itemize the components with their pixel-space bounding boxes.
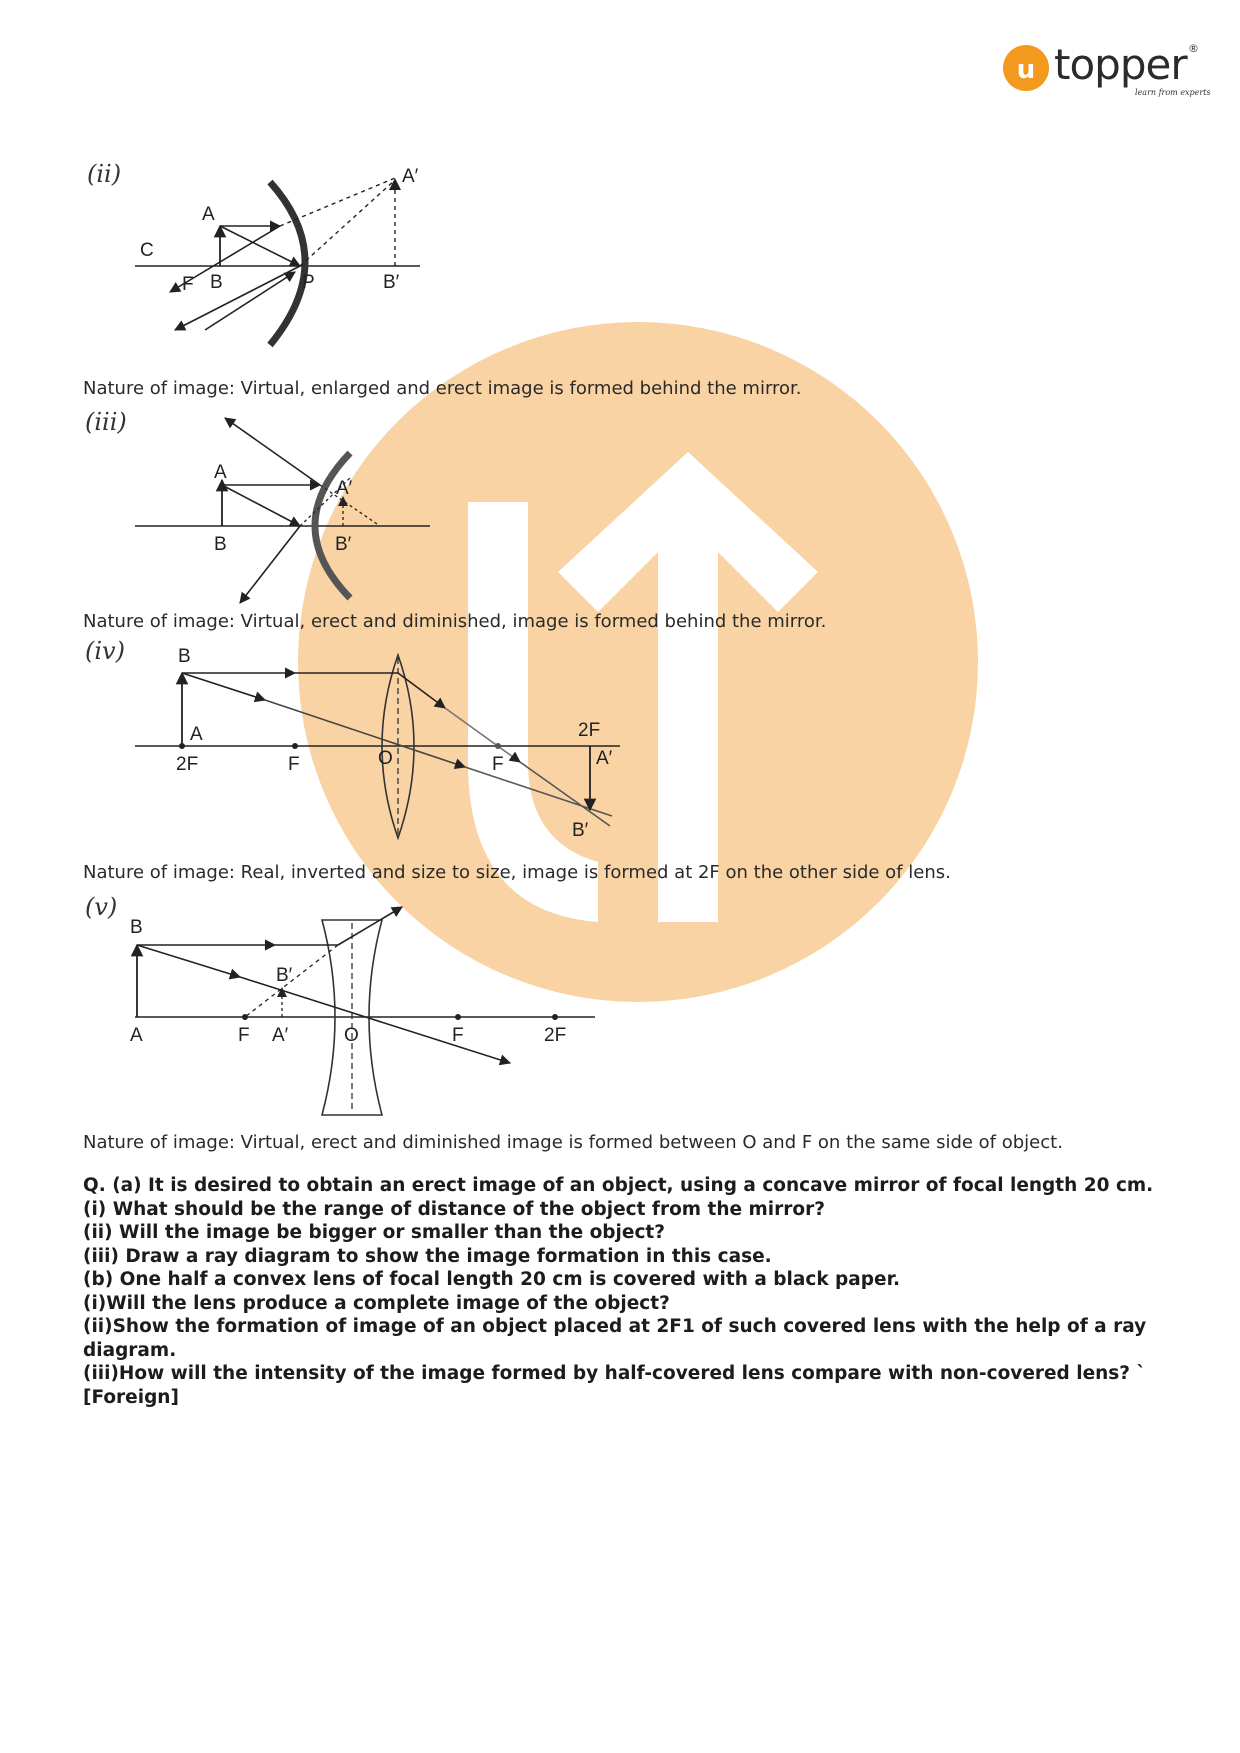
brand-name: topper: [1054, 40, 1187, 89]
question-line: (iii) Draw a ray diagram to show the image formation in this case.: [83, 1245, 772, 1267]
point-2f-v: 2F: [544, 1025, 567, 1046]
nature-iii: Nature of image: Virtual, erect and diminished, image is formed behind the mirror.: [83, 611, 827, 632]
question-line: [Foreign]: [83, 1386, 179, 1408]
point-c-ii: C: [140, 240, 154, 261]
point-b-iii: B: [214, 534, 227, 555]
point-o-v: O: [344, 1025, 359, 1046]
point-2f-left-iv: 2F: [176, 754, 199, 775]
diagram-ii-convex-mirror: [130, 160, 450, 370]
diagram-iii-convex-mirror: [130, 408, 450, 608]
question-line: (ii)Show the formation of image of an object placed at 2F1 of such covered lens with the help of a ray: [83, 1316, 1147, 1337]
question-line: (i)Will the lens produce a complete image of the object?: [83, 1292, 670, 1314]
question-block: [83, 1174, 1163, 1409]
question-line: (b) One half a convex lens of focal length 20 cm is covered with a black paper.: [83, 1269, 901, 1290]
point-b-img-iv: B′: [572, 820, 589, 841]
question-line: Q. (a) It is desired to obtain an erect image of an object, using a concave mirror of focal length 20 cm.: [83, 1175, 1154, 1196]
diagram-iii-label: (iii): [85, 408, 127, 436]
diagram-v-label: (v): [85, 893, 118, 921]
diagram-v-concave-lens: [130, 895, 610, 1125]
brand-tagline: learn from experts: [1135, 88, 1211, 97]
point-f-left-v: F: [238, 1025, 250, 1046]
point-o-iv: O: [378, 748, 393, 769]
question-line: diagram.: [83, 1339, 177, 1361]
nature-iv: Nature of image: Real, inverted and size to size, image is formed at 2F on the other side of lens.: [83, 862, 951, 883]
question-line: (i) What should be the range of distance of the object from the mirror?: [83, 1198, 825, 1220]
point-a-ii: A: [202, 204, 215, 225]
point-2f-right-iv: 2F: [578, 720, 601, 741]
point-f-right-iv: F: [492, 754, 504, 775]
diagram-ii-label: (ii): [87, 160, 122, 188]
point-a-iv: A: [190, 724, 203, 745]
point-a-img-v: A′: [272, 1025, 289, 1046]
diagram-iv-label: (iv): [85, 637, 125, 665]
diagram-iv-convex-lens: [130, 640, 650, 850]
nature-v: Nature of image: Virtual, erect and diminished image is formed between O and F on the same side of object.: [83, 1132, 1063, 1153]
nature-ii: Nature of image: Virtual, enlarged and erect image is formed behind the mirror.: [83, 378, 802, 399]
point-b-iv: B: [178, 646, 191, 667]
point-a-iii: A: [214, 462, 227, 483]
point-b-img-iii: B′: [335, 534, 352, 555]
point-a-img-ii: A′: [402, 166, 419, 187]
point-f-right-v: F: [452, 1025, 464, 1046]
point-f-left-iv: F: [288, 754, 300, 775]
registered-mark: ®: [1188, 42, 1199, 55]
point-a-img-iv: A′: [596, 748, 613, 769]
mirror-ii: [270, 182, 305, 345]
point-b-v: B: [130, 917, 143, 938]
point-a-v: A: [130, 1025, 143, 1046]
brand-logo: [1002, 40, 1211, 104]
point-b-img-v: B′: [276, 965, 293, 986]
question-line: (iii)How will the intensity of the image formed by half-covered lens compare with non-covered lens? `: [83, 1363, 1146, 1384]
point-a-img-iii: A′: [336, 478, 353, 499]
point-b-img-ii: B′: [383, 272, 400, 293]
brand-mark-letter: u: [1016, 55, 1036, 85]
point-b-ii: B: [210, 272, 223, 293]
point-f-ii: F: [182, 274, 194, 295]
point-p-ii: P: [302, 272, 315, 293]
question-line: (ii) Will the image be bigger or smaller than the object?: [83, 1222, 665, 1243]
